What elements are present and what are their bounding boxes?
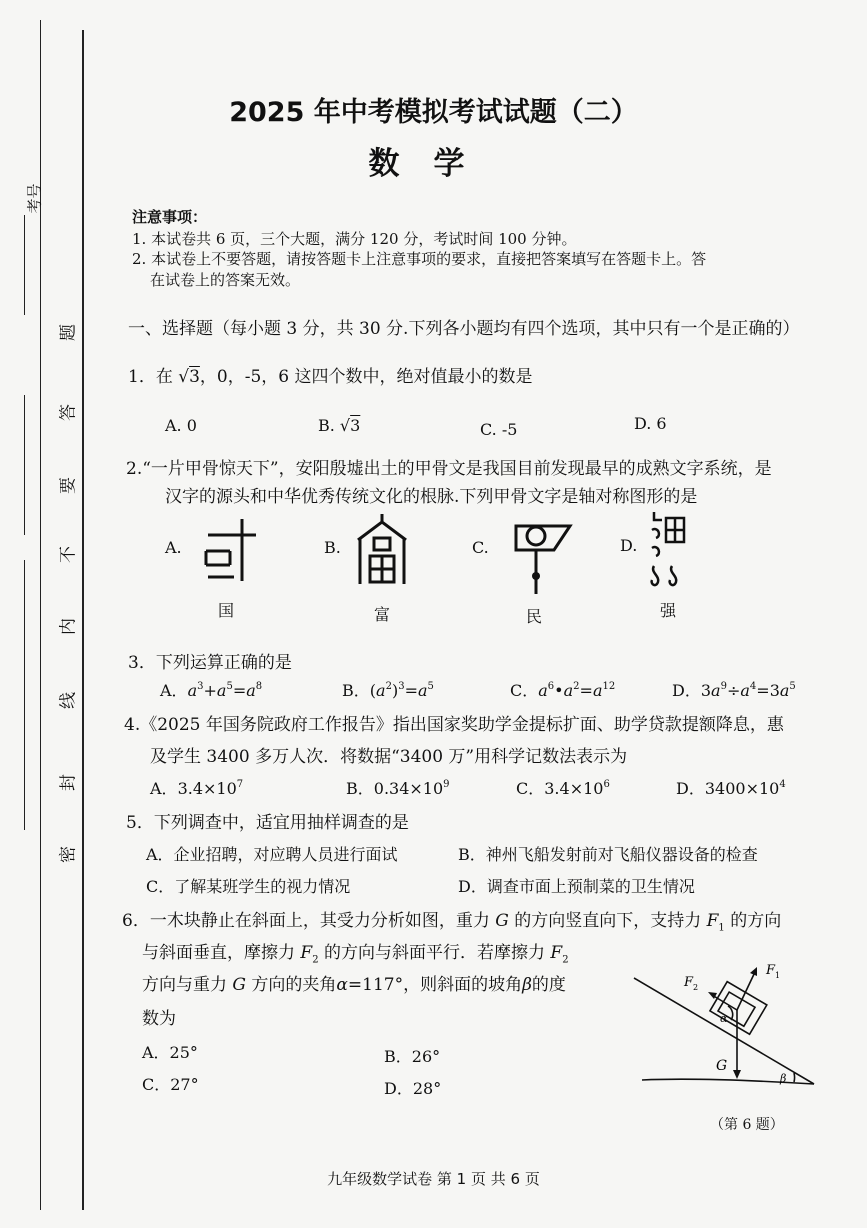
q6-symbol-g: G — [495, 911, 509, 931]
oracle-fu-icon — [352, 512, 412, 588]
seal-char: 密 — [58, 846, 79, 863]
q6-option-d: D．28° — [384, 1079, 442, 1098]
q3-option-c-label: C． — [510, 681, 539, 700]
fig-label-alpha: α — [720, 1012, 728, 1025]
subject-title: 数学 — [368, 146, 499, 182]
q6-symbol-alpha: α — [336, 975, 348, 995]
exam-title: 2025 年中考模拟考试试题（二） — [229, 97, 638, 128]
q2-option-c-label: C. — [472, 538, 489, 557]
q2-option-b-char: 富 — [374, 605, 391, 624]
name-blank — [24, 395, 25, 535]
q2-line2: 汉字的源头和中华优秀传统文化的根脉.下列甲骨文字是轴对称图形的是 — [165, 487, 698, 507]
q6-symbol-beta: β — [522, 975, 532, 995]
q1-option-b: B. √3 — [318, 416, 361, 435]
notice-item: 1. 本试卷共 6 页，三个大题，满分 120 分，考试时间 100 分钟。 — [132, 230, 577, 248]
q3-option-c: C．$a^6•a^2=a^{12}$ — [510, 681, 616, 700]
q6-line3-a: 方向与重力 — [142, 975, 233, 995]
kaohao-blank — [24, 215, 25, 315]
seal-char: 封 — [58, 774, 79, 791]
q6-line2-a: 与斜面垂直，摩擦力 — [142, 943, 301, 963]
fig-label-f: F — [684, 975, 694, 990]
q6-line2 — [142, 938, 569, 965]
q3-option-b: B．$(a^2)^3=a^5$ — [342, 681, 434, 700]
q5-option-a: A．企业招聘，对应聘人员进行面试 — [146, 845, 398, 864]
seal-char: 答 — [58, 404, 79, 421]
notice-heading: 注意事项： — [132, 208, 208, 226]
q1-option-d: D. 6 — [634, 414, 667, 433]
fig-label-beta: β — [780, 1072, 787, 1085]
q6-line2-b: 的方向与斜面平行．若摩擦力 — [318, 943, 551, 963]
q5-stem: 5．下列调查中，适宜用抽样调查的是 — [126, 813, 409, 833]
q6-line1-c: 的方向 — [724, 911, 782, 931]
q6-line3 — [142, 970, 566, 995]
q6-subscript-2: 2 — [312, 954, 319, 966]
q4-option-a: A．$3.4\times 10^7$ — [150, 779, 244, 798]
fig-label-f: F — [766, 963, 776, 978]
seal-char: 题 — [58, 324, 79, 341]
sqrt-radicand: 3 — [189, 367, 200, 387]
q4-line1: 4.《2025 年国务院政府工作报告》指出国家奖助学金提标扩面、助学贷款提额降息，惠 — [124, 715, 784, 735]
q2-option-b-label: B. — [324, 538, 341, 557]
q1-option-b-radicand: 3 — [350, 416, 361, 435]
q5-option-c: C．了解某班学生的视力情况 — [146, 877, 351, 896]
oracle-min-icon — [510, 520, 580, 600]
seal-char: 内 — [58, 618, 79, 635]
fig-label-sub-2: 2 — [693, 983, 699, 992]
q6-symbol-f: F — [706, 911, 719, 931]
q6-line1-a: 6．一木块静止在斜面上，其受力分析如图，重力 — [122, 911, 496, 931]
q4-option-d-label: D． — [676, 779, 705, 798]
q2-option-a-char: 国 — [218, 601, 235, 620]
q3-option-d: D．$3a^9\div a^4=3a^5$ — [672, 681, 796, 700]
q4-option-c: C．$3.4\times 10^6$ — [516, 779, 610, 798]
class-blank — [24, 560, 25, 830]
q4-option-d: D．$3400\times 10^4$ — [676, 779, 786, 798]
q2-option-c-char: 民 — [526, 607, 543, 626]
fig-label-sub-1: 1 — [775, 971, 781, 980]
q1-option-c: C. -5 — [480, 420, 518, 439]
q3-option-b-label: B． — [342, 681, 370, 700]
q1-option-b-label: B. — [318, 416, 335, 435]
binding-line-inner — [82, 30, 84, 1210]
q1-stem-b: ，0，-5，6 这四个数中，绝对值最小的数是 — [199, 367, 533, 387]
section-heading: 一、选择题（每小题 3 分，共 30 分.下列各小题均有四个选项，其中只有一个是正确的） — [128, 319, 800, 339]
q6-line3-d: 的度 — [531, 975, 566, 995]
q2-option-a-label: A. — [165, 538, 182, 557]
q4-option-b: B．$0.34\times 10^9$ — [346, 779, 450, 798]
q6-line1 — [122, 906, 781, 933]
q6-line3-c: =117°，则斜面的坡角 — [347, 975, 523, 995]
incline-force-diagram — [628, 940, 828, 1090]
q6-option-c: C．27° — [142, 1075, 199, 1094]
q2-line1: 2.“一片甲骨惊天下”，安阳殷墟出土的甲骨文是我国目前发现最早的成熟文字系统，是 — [126, 459, 772, 479]
q4-line2: 及学生 3400 多万人次．将数据“3400 万”用科学记数法表示为 — [150, 747, 628, 767]
q6-symbol-f: F — [300, 943, 313, 963]
q6-subscript-2: 2 — [562, 954, 569, 966]
q6-symbol-f: F — [550, 943, 563, 963]
sqrt-icon: √3 — [178, 367, 200, 387]
q6-option-a: A．25° — [142, 1043, 198, 1062]
notice-item: 在试卷上的答案无效。 — [150, 271, 301, 289]
q4-option-a-label: A． — [150, 779, 178, 798]
seal-char: 线 — [58, 692, 79, 709]
q6-line1-b: 的方向竖直向下，支持力 — [508, 911, 707, 931]
q4-option-b-label: B． — [346, 779, 374, 798]
q4-option-c-label: C． — [516, 779, 545, 798]
q2-option-d-char: 强 — [660, 601, 677, 620]
page-footer: 九年级数学试卷 第 1 页 共 6 页 — [327, 1170, 540, 1188]
q3-stem: 3．下列运算正确的是 — [128, 653, 292, 673]
fig-label-g: G — [716, 1058, 728, 1074]
notice-item: 2. 本试卷上不要答题，请按答题卡上注意事项的要求，直接把答案填写在答题卡上。答 — [132, 250, 707, 268]
oracle-qiang-icon — [648, 508, 688, 590]
q3-option-a-label: A． — [160, 681, 188, 700]
q5-option-d: D．调查市面上预制菜的卫生情况 — [458, 877, 695, 896]
question-1 — [128, 362, 533, 387]
q2-option-d-label: D. — [620, 536, 638, 555]
q6-line3-b: 方向的夹角 — [246, 975, 337, 995]
q3-option-d-label: D． — [672, 681, 701, 700]
figure-caption: （第 6 题） — [710, 1117, 784, 1133]
q1-option-a: A. 0 — [165, 416, 197, 435]
q1-stem-a: 1．在 — [128, 367, 173, 387]
q3-option-a: A．$a^3+a^5=a^8$ — [160, 681, 263, 700]
q6-option-b: B．26° — [384, 1047, 441, 1066]
q6-symbol-g: G — [232, 975, 246, 995]
oracle-guo-icon — [200, 515, 260, 585]
q5-option-b: B．神州飞船发射前对飞船仪器设备的检查 — [458, 845, 758, 864]
seal-char: 不 — [58, 546, 79, 563]
q6-subscript-1: 1 — [718, 922, 725, 934]
seal-char: 要 — [58, 477, 79, 494]
kaohao-label: 考号 — [25, 183, 44, 214]
q6-line4: 数为 — [142, 1009, 176, 1029]
